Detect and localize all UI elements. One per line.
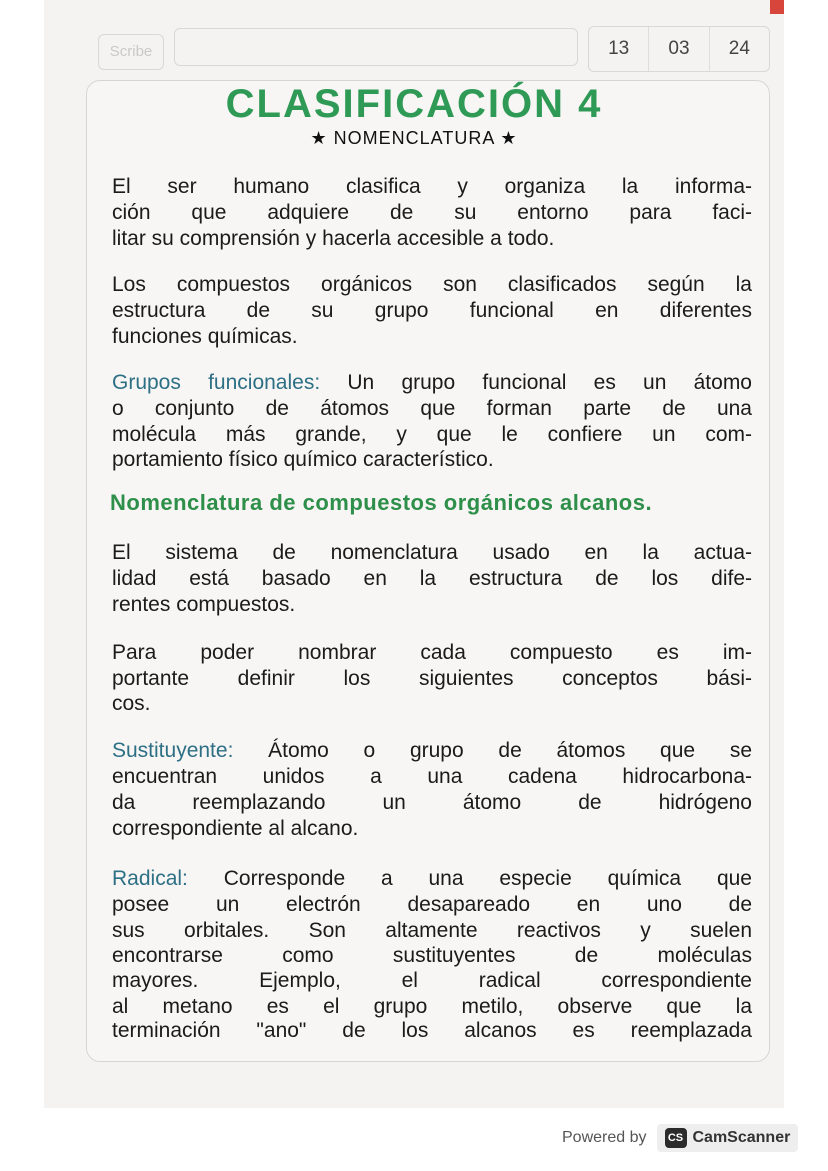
text: Corresponde a una especie química que: [223, 867, 752, 890]
camscanner-name: CamScanner: [692, 1129, 791, 1146]
date-box: [588, 26, 770, 72]
date-year: 24: [728, 38, 750, 59]
text: Un grupo funcional es un átomo: [347, 371, 752, 394]
text: Átomo o grupo de átomos que se: [268, 739, 753, 762]
text-line: [112, 866, 752, 892]
text-line: posee un electrón desapareado en uno de: [112, 893, 752, 916]
text-line: rentes compuestos.: [112, 593, 296, 616]
text-line: litar su comprensión y hacerla accesible a todo.: [112, 227, 555, 250]
date-month: 03: [649, 27, 709, 71]
text-line: da reemplazando un átomo de hidrógeno: [112, 791, 752, 814]
camscanner-watermark: [562, 1124, 798, 1152]
text-line: Los compuestos orgánicos son clasificados según la: [112, 273, 752, 296]
term-label: Radical:: [112, 867, 188, 890]
title-box: [174, 28, 578, 66]
text-line: [112, 370, 752, 396]
section-heading: Nomenclatura de compuestos orgánicos alcanos.: [110, 490, 653, 515]
text-line: sus orbitales. Son altamente reactivos y suelen: [112, 919, 752, 942]
text-line: funciones químicas.: [112, 325, 298, 348]
text-line: molécula más grande, y que le confiere un com-: [112, 423, 752, 446]
text-line: portamiento físico químico característico.: [112, 448, 494, 471]
text-line: [112, 738, 752, 764]
brand-label: Scribe: [98, 34, 164, 70]
text-line: mayores. Ejemplo, el radical correspondiente: [112, 969, 752, 992]
text-line: ción que adquiere de su entorno para faci-: [112, 201, 752, 224]
text-line: o conjunto de átomos que forman parte de una: [112, 397, 752, 420]
date-day: 13: [589, 27, 649, 71]
text-line: cos.: [112, 692, 151, 715]
term-label: Sustituyente:: [112, 739, 234, 762]
text-line: lidad está basado en la estructura de los dife-: [112, 567, 752, 590]
text-line: terminación "ano" de los alcanos es reemplazada: [112, 1019, 752, 1042]
page-subtitle: ★ NOMENCLATURA ★: [310, 128, 518, 148]
text-line: al metano es el grupo metilo, observe que la: [112, 995, 752, 1018]
powered-by-label: Powered by: [562, 1129, 647, 1146]
text-line: encontrarse como sustituyentes de moléculas: [112, 944, 752, 967]
text-line: correspondiente al alcano.: [112, 817, 359, 840]
text-line: El ser humano clasifica y organiza la informa-: [112, 175, 752, 198]
camscanner-badge: [657, 1124, 799, 1152]
text-line: portante definir los siguientes conceptos bási-: [112, 667, 752, 690]
text-line: estructura de su grupo funcional en diferentes: [112, 299, 752, 322]
text-line: encuentran unidos a una cadena hidrocarbona-: [112, 765, 752, 788]
text-line: Para poder nombrar cada compuesto es im-: [112, 641, 752, 664]
text-line: El sistema de nomenclatura usado en la actua-: [112, 541, 752, 564]
term-label: Grupos funcionales:: [112, 371, 321, 394]
page-corner: [770, 0, 784, 14]
camscanner-logo-icon: CS: [665, 1128, 687, 1148]
page-title: CLASIFICACIÓN 4: [225, 82, 603, 126]
